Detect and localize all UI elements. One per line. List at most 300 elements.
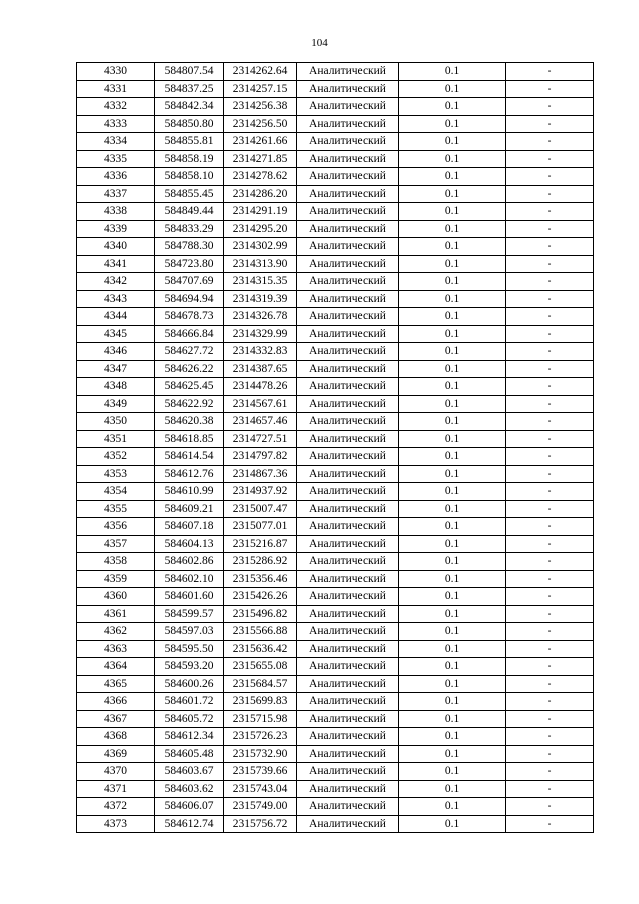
point-number-cell: 4371 [77, 780, 155, 798]
note-cell: - [506, 535, 594, 553]
table-row [77, 360, 594, 378]
method-cell: Аналитический [297, 273, 399, 291]
accuracy-cell: 0.1 [399, 710, 506, 728]
accuracy-cell: 0.1 [399, 693, 506, 711]
method-cell: Аналитический [297, 343, 399, 361]
point-number-cell: 4366 [77, 693, 155, 711]
x-coordinate-cell: 584603.62 [155, 780, 224, 798]
table-row [77, 273, 594, 291]
method-cell: Аналитический [297, 80, 399, 98]
y-coordinate-cell: 2314315.35 [224, 273, 297, 291]
table-row [77, 255, 594, 273]
accuracy-cell: 0.1 [399, 605, 506, 623]
y-coordinate-cell: 2314313.90 [224, 255, 297, 273]
method-cell: Аналитический [297, 308, 399, 326]
y-coordinate-cell: 2314332.83 [224, 343, 297, 361]
accuracy-cell: 0.1 [399, 675, 506, 693]
accuracy-cell: 0.1 [399, 378, 506, 396]
note-cell: - [506, 238, 594, 256]
x-coordinate-cell: 584593.20 [155, 658, 224, 676]
table-row [77, 343, 594, 361]
point-number-cell: 4339 [77, 220, 155, 238]
x-coordinate-cell: 584606.07 [155, 798, 224, 816]
table-row [77, 693, 594, 711]
method-cell: Аналитический [297, 763, 399, 781]
point-number-cell: 4346 [77, 343, 155, 361]
accuracy-cell: 0.1 [399, 763, 506, 781]
method-cell: Аналитический [297, 220, 399, 238]
y-coordinate-cell: 2314329.99 [224, 325, 297, 343]
accuracy-cell: 0.1 [399, 220, 506, 238]
note-cell: - [506, 430, 594, 448]
table-row [77, 570, 594, 588]
x-coordinate-cell: 584599.57 [155, 605, 224, 623]
accuracy-cell: 0.1 [399, 465, 506, 483]
x-coordinate-cell: 584612.34 [155, 728, 224, 746]
table-row [77, 168, 594, 186]
y-coordinate-cell: 2314319.39 [224, 290, 297, 308]
note-cell: - [506, 115, 594, 133]
note-cell: - [506, 728, 594, 746]
method-cell: Аналитический [297, 378, 399, 396]
point-number-cell: 4340 [77, 238, 155, 256]
accuracy-cell: 0.1 [399, 98, 506, 116]
table-row [77, 745, 594, 763]
accuracy-cell: 0.1 [399, 203, 506, 221]
note-cell: - [506, 588, 594, 606]
y-coordinate-cell: 2315655.08 [224, 658, 297, 676]
table-row [77, 448, 594, 466]
point-number-cell: 4353 [77, 465, 155, 483]
table-row [77, 430, 594, 448]
point-number-cell: 4365 [77, 675, 155, 693]
method-cell: Аналитический [297, 640, 399, 658]
note-cell: - [506, 290, 594, 308]
y-coordinate-cell: 2315286.92 [224, 553, 297, 571]
point-number-cell: 4363 [77, 640, 155, 658]
method-cell: Аналитический [297, 623, 399, 641]
point-number-cell: 4335 [77, 150, 155, 168]
coordinates-table [76, 62, 594, 833]
table-row [77, 465, 594, 483]
accuracy-cell: 0.1 [399, 483, 506, 501]
method-cell: Аналитический [297, 745, 399, 763]
table-body [77, 63, 594, 833]
method-cell: Аналитический [297, 710, 399, 728]
y-coordinate-cell: 2315739.66 [224, 763, 297, 781]
y-coordinate-cell: 2315566.88 [224, 623, 297, 641]
method-cell: Аналитический [297, 133, 399, 151]
table-row [77, 605, 594, 623]
method-cell: Аналитический [297, 693, 399, 711]
y-coordinate-cell: 2314271.85 [224, 150, 297, 168]
y-coordinate-cell: 2314256.38 [224, 98, 297, 116]
note-cell: - [506, 465, 594, 483]
x-coordinate-cell: 584597.03 [155, 623, 224, 641]
accuracy-cell: 0.1 [399, 518, 506, 536]
y-coordinate-cell: 2315756.72 [224, 815, 297, 833]
method-cell: Аналитический [297, 395, 399, 413]
accuracy-cell: 0.1 [399, 570, 506, 588]
table-row [77, 728, 594, 746]
note-cell: - [506, 378, 594, 396]
x-coordinate-cell: 584666.84 [155, 325, 224, 343]
x-coordinate-cell: 584603.67 [155, 763, 224, 781]
x-coordinate-cell: 584618.85 [155, 430, 224, 448]
point-number-cell: 4358 [77, 553, 155, 571]
note-cell: - [506, 150, 594, 168]
note-cell: - [506, 273, 594, 291]
point-number-cell: 4332 [77, 98, 155, 116]
table-row [77, 710, 594, 728]
note-cell: - [506, 308, 594, 326]
accuracy-cell: 0.1 [399, 553, 506, 571]
table-row [77, 483, 594, 501]
x-coordinate-cell: 584604.13 [155, 535, 224, 553]
method-cell: Аналитический [297, 483, 399, 501]
point-number-cell: 4367 [77, 710, 155, 728]
table-row [77, 675, 594, 693]
y-coordinate-cell: 2314256.50 [224, 115, 297, 133]
x-coordinate-cell: 584602.86 [155, 553, 224, 571]
point-number-cell: 4338 [77, 203, 155, 221]
point-number-cell: 4345 [77, 325, 155, 343]
x-coordinate-cell: 584610.99 [155, 483, 224, 501]
table-row [77, 185, 594, 203]
y-coordinate-cell: 2315684.57 [224, 675, 297, 693]
method-cell: Аналитический [297, 815, 399, 833]
y-coordinate-cell: 2315732.90 [224, 745, 297, 763]
method-cell: Аналитический [297, 518, 399, 536]
note-cell: - [506, 553, 594, 571]
y-coordinate-cell: 2314261.66 [224, 133, 297, 151]
point-number-cell: 4333 [77, 115, 155, 133]
method-cell: Аналитический [297, 553, 399, 571]
table-row [77, 798, 594, 816]
point-number-cell: 4369 [77, 745, 155, 763]
x-coordinate-cell: 584858.19 [155, 150, 224, 168]
y-coordinate-cell: 2315743.04 [224, 780, 297, 798]
method-cell: Аналитический [297, 605, 399, 623]
method-cell: Аналитический [297, 255, 399, 273]
y-coordinate-cell: 2315077.01 [224, 518, 297, 536]
x-coordinate-cell: 584614.54 [155, 448, 224, 466]
x-coordinate-cell: 584622.92 [155, 395, 224, 413]
method-cell: Аналитический [297, 413, 399, 431]
table-row [77, 80, 594, 98]
x-coordinate-cell: 584625.45 [155, 378, 224, 396]
y-coordinate-cell: 2314295.20 [224, 220, 297, 238]
point-number-cell: 4351 [77, 430, 155, 448]
method-cell: Аналитический [297, 325, 399, 343]
accuracy-cell: 0.1 [399, 500, 506, 518]
accuracy-cell: 0.1 [399, 798, 506, 816]
method-cell: Аналитический [297, 728, 399, 746]
y-coordinate-cell: 2314326.78 [224, 308, 297, 326]
x-coordinate-cell: 584723.80 [155, 255, 224, 273]
x-coordinate-cell: 584595.50 [155, 640, 224, 658]
x-coordinate-cell: 584707.69 [155, 273, 224, 291]
accuracy-cell: 0.1 [399, 395, 506, 413]
table-row [77, 500, 594, 518]
table-row [77, 133, 594, 151]
x-coordinate-cell: 584601.60 [155, 588, 224, 606]
y-coordinate-cell: 2314937.92 [224, 483, 297, 501]
method-cell: Аналитический [297, 360, 399, 378]
accuracy-cell: 0.1 [399, 728, 506, 746]
accuracy-cell: 0.1 [399, 238, 506, 256]
table-row [77, 220, 594, 238]
point-number-cell: 4362 [77, 623, 155, 641]
accuracy-cell: 0.1 [399, 290, 506, 308]
note-cell: - [506, 570, 594, 588]
y-coordinate-cell: 2315426.26 [224, 588, 297, 606]
method-cell: Аналитический [297, 465, 399, 483]
accuracy-cell: 0.1 [399, 815, 506, 833]
y-coordinate-cell: 2314797.82 [224, 448, 297, 466]
x-coordinate-cell: 584601.72 [155, 693, 224, 711]
accuracy-cell: 0.1 [399, 273, 506, 291]
note-cell: - [506, 360, 594, 378]
accuracy-cell: 0.1 [399, 80, 506, 98]
note-cell: - [506, 763, 594, 781]
point-number-cell: 4336 [77, 168, 155, 186]
table-row [77, 238, 594, 256]
y-coordinate-cell: 2315007.47 [224, 500, 297, 518]
y-coordinate-cell: 2315636.42 [224, 640, 297, 658]
table-row [77, 518, 594, 536]
x-coordinate-cell: 584678.73 [155, 308, 224, 326]
point-number-cell: 4360 [77, 588, 155, 606]
y-coordinate-cell: 2315715.98 [224, 710, 297, 728]
point-number-cell: 4373 [77, 815, 155, 833]
x-coordinate-cell: 584605.48 [155, 745, 224, 763]
note-cell: - [506, 500, 594, 518]
x-coordinate-cell: 584788.30 [155, 238, 224, 256]
point-number-cell: 4348 [77, 378, 155, 396]
y-coordinate-cell: 2314262.64 [224, 63, 297, 81]
table-row [77, 395, 594, 413]
accuracy-cell: 0.1 [399, 413, 506, 431]
point-number-cell: 4334 [77, 133, 155, 151]
note-cell: - [506, 745, 594, 763]
y-coordinate-cell: 2315726.23 [224, 728, 297, 746]
method-cell: Аналитический [297, 430, 399, 448]
point-number-cell: 4359 [77, 570, 155, 588]
method-cell: Аналитический [297, 535, 399, 553]
table-row [77, 98, 594, 116]
table-row [77, 640, 594, 658]
accuracy-cell: 0.1 [399, 430, 506, 448]
x-coordinate-cell: 584612.74 [155, 815, 224, 833]
x-coordinate-cell: 584850.80 [155, 115, 224, 133]
x-coordinate-cell: 584858.10 [155, 168, 224, 186]
method-cell: Аналитический [297, 115, 399, 133]
accuracy-cell: 0.1 [399, 588, 506, 606]
table-row [77, 763, 594, 781]
page-number: 104 [311, 37, 328, 49]
y-coordinate-cell: 2314257.15 [224, 80, 297, 98]
note-cell: - [506, 325, 594, 343]
y-coordinate-cell: 2315749.00 [224, 798, 297, 816]
accuracy-cell: 0.1 [399, 640, 506, 658]
table-row [77, 413, 594, 431]
point-number-cell: 4368 [77, 728, 155, 746]
accuracy-cell: 0.1 [399, 115, 506, 133]
x-coordinate-cell: 584607.18 [155, 518, 224, 536]
point-number-cell: 4352 [77, 448, 155, 466]
x-coordinate-cell: 584807.54 [155, 63, 224, 81]
point-number-cell: 4357 [77, 535, 155, 553]
point-number-cell: 4343 [77, 290, 155, 308]
note-cell: - [506, 203, 594, 221]
point-number-cell: 4354 [77, 483, 155, 501]
note-cell: - [506, 185, 594, 203]
x-coordinate-cell: 584627.72 [155, 343, 224, 361]
note-cell: - [506, 658, 594, 676]
table-row [77, 623, 594, 641]
accuracy-cell: 0.1 [399, 360, 506, 378]
x-coordinate-cell: 584842.34 [155, 98, 224, 116]
y-coordinate-cell: 2314291.19 [224, 203, 297, 221]
x-coordinate-cell: 584620.38 [155, 413, 224, 431]
table-row [77, 553, 594, 571]
point-number-cell: 4347 [77, 360, 155, 378]
table-row [77, 535, 594, 553]
point-number-cell: 4337 [77, 185, 155, 203]
y-coordinate-cell: 2314727.51 [224, 430, 297, 448]
x-coordinate-cell: 584600.26 [155, 675, 224, 693]
accuracy-cell: 0.1 [399, 168, 506, 186]
note-cell: - [506, 255, 594, 273]
accuracy-cell: 0.1 [399, 343, 506, 361]
y-coordinate-cell: 2314567.61 [224, 395, 297, 413]
x-coordinate-cell: 584612.76 [155, 465, 224, 483]
y-coordinate-cell: 2314302.99 [224, 238, 297, 256]
table-row [77, 325, 594, 343]
table-row [77, 63, 594, 81]
note-cell: - [506, 518, 594, 536]
point-number-cell: 4331 [77, 80, 155, 98]
method-cell: Аналитический [297, 63, 399, 81]
point-number-cell: 4342 [77, 273, 155, 291]
note-cell: - [506, 710, 594, 728]
x-coordinate-cell: 584602.10 [155, 570, 224, 588]
point-number-cell: 4330 [77, 63, 155, 81]
accuracy-cell: 0.1 [399, 745, 506, 763]
method-cell: Аналитический [297, 570, 399, 588]
method-cell: Аналитический [297, 150, 399, 168]
point-number-cell: 4356 [77, 518, 155, 536]
note-cell: - [506, 395, 594, 413]
y-coordinate-cell: 2314278.62 [224, 168, 297, 186]
note-cell: - [506, 815, 594, 833]
note-cell: - [506, 623, 594, 641]
y-coordinate-cell: 2314867.36 [224, 465, 297, 483]
point-number-cell: 4349 [77, 395, 155, 413]
y-coordinate-cell: 2314478.26 [224, 378, 297, 396]
note-cell: - [506, 168, 594, 186]
accuracy-cell: 0.1 [399, 255, 506, 273]
point-number-cell: 4350 [77, 413, 155, 431]
note-cell: - [506, 448, 594, 466]
table-row [77, 308, 594, 326]
point-number-cell: 4370 [77, 763, 155, 781]
table-row [77, 780, 594, 798]
accuracy-cell: 0.1 [399, 150, 506, 168]
x-coordinate-cell: 584833.29 [155, 220, 224, 238]
x-coordinate-cell: 584855.81 [155, 133, 224, 151]
method-cell: Аналитический [297, 185, 399, 203]
y-coordinate-cell: 2315496.82 [224, 605, 297, 623]
y-coordinate-cell: 2314387.65 [224, 360, 297, 378]
accuracy-cell: 0.1 [399, 780, 506, 798]
note-cell: - [506, 640, 594, 658]
method-cell: Аналитический [297, 798, 399, 816]
method-cell: Аналитический [297, 780, 399, 798]
method-cell: Аналитический [297, 588, 399, 606]
method-cell: Аналитический [297, 500, 399, 518]
method-cell: Аналитический [297, 168, 399, 186]
note-cell: - [506, 675, 594, 693]
note-cell: - [506, 80, 594, 98]
note-cell: - [506, 98, 594, 116]
accuracy-cell: 0.1 [399, 325, 506, 343]
note-cell: - [506, 413, 594, 431]
point-number-cell: 4361 [77, 605, 155, 623]
table-row [77, 150, 594, 168]
accuracy-cell: 0.1 [399, 185, 506, 203]
accuracy-cell: 0.1 [399, 448, 506, 466]
table-row [77, 290, 594, 308]
note-cell: - [506, 798, 594, 816]
table-row [77, 588, 594, 606]
point-number-cell: 4344 [77, 308, 155, 326]
table-row [77, 378, 594, 396]
note-cell: - [506, 63, 594, 81]
method-cell: Аналитический [297, 290, 399, 308]
method-cell: Аналитический [297, 448, 399, 466]
x-coordinate-cell: 584626.22 [155, 360, 224, 378]
method-cell: Аналитический [297, 238, 399, 256]
x-coordinate-cell: 584605.72 [155, 710, 224, 728]
note-cell: - [506, 220, 594, 238]
note-cell: - [506, 483, 594, 501]
point-number-cell: 4372 [77, 798, 155, 816]
accuracy-cell: 0.1 [399, 308, 506, 326]
table-row [77, 658, 594, 676]
accuracy-cell: 0.1 [399, 623, 506, 641]
note-cell: - [506, 605, 594, 623]
table-row [77, 815, 594, 833]
method-cell: Аналитический [297, 675, 399, 693]
y-coordinate-cell: 2314286.20 [224, 185, 297, 203]
point-number-cell: 4341 [77, 255, 155, 273]
accuracy-cell: 0.1 [399, 658, 506, 676]
method-cell: Аналитический [297, 98, 399, 116]
x-coordinate-cell: 584849.44 [155, 203, 224, 221]
method-cell: Аналитический [297, 658, 399, 676]
x-coordinate-cell: 584837.25 [155, 80, 224, 98]
y-coordinate-cell: 2314657.46 [224, 413, 297, 431]
x-coordinate-cell: 584694.94 [155, 290, 224, 308]
note-cell: - [506, 780, 594, 798]
method-cell: Аналитический [297, 203, 399, 221]
x-coordinate-cell: 584609.21 [155, 500, 224, 518]
table-row [77, 115, 594, 133]
note-cell: - [506, 693, 594, 711]
accuracy-cell: 0.1 [399, 535, 506, 553]
